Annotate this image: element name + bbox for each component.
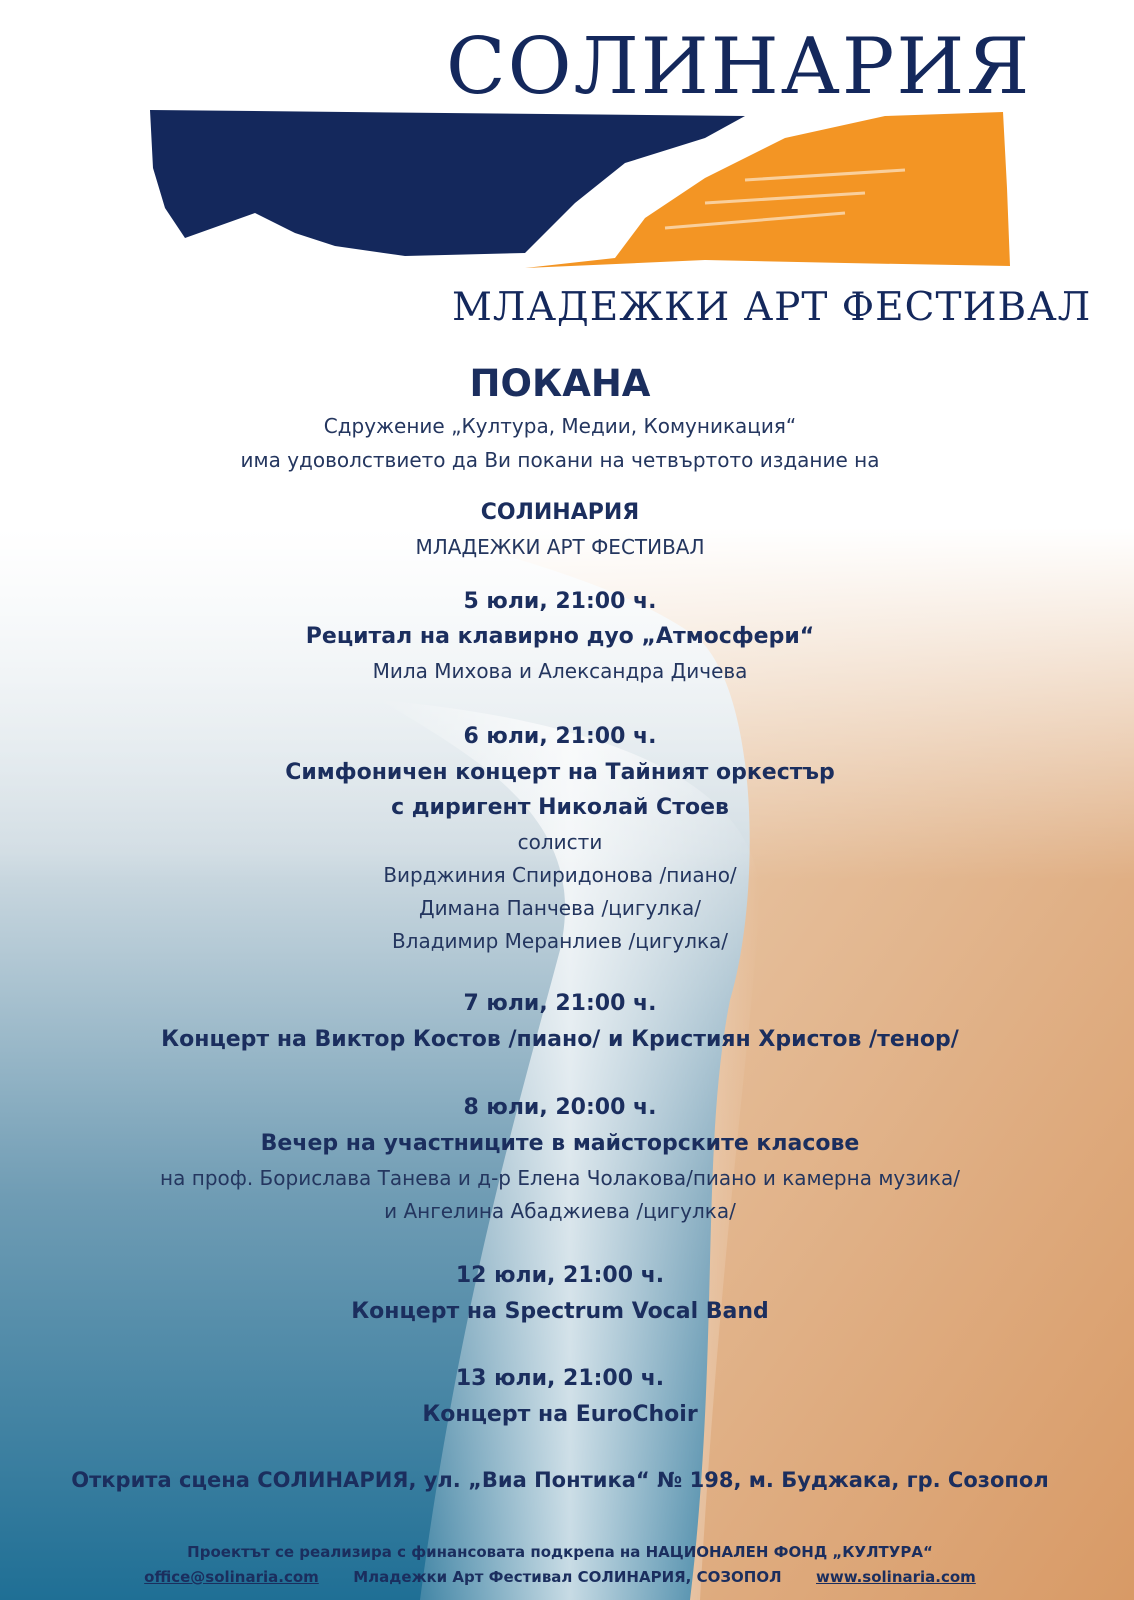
event-date: 6 юли, 21:00 ч. (463, 724, 657, 749)
email-link[interactable]: office@solinaria.com (144, 1568, 319, 1586)
event-title: Концерт на EuroChoir (422, 1402, 698, 1427)
event-detail: Мила Михова и Александра Дичева (372, 659, 748, 683)
invitation-heading: ПОКАНА (469, 362, 651, 405)
funding-note: Проектът се реализира с финансовата подкрепа на НАЦИОНАЛЕН ФОНД „КУЛТУРА“ (187, 1543, 933, 1561)
event-detail: солисти (517, 830, 603, 854)
festival-name: СОЛИНАРИЯ (480, 500, 640, 525)
event-detail: Димана Панчева /цигулка/ (418, 896, 702, 920)
event-detail: Вирджиния Спиридонова /пиано/ (383, 863, 737, 887)
event-detail: Владимир Меранлиев /цигулка/ (391, 929, 729, 953)
event-title-line2: с диригент Николай Стоев (391, 795, 729, 820)
invitation-line: има удоволствието да Ви покани на четвъртото издание на (240, 448, 880, 472)
event-date: 7 юли, 21:00 ч. (463, 991, 657, 1016)
logo-title: СОЛИНАРИЯ (446, 22, 1032, 112)
event-title: Симфоничен концерт на Тайният оркестър (285, 760, 835, 785)
event-title: Концерт на Spectrum Vocal Band (351, 1299, 769, 1324)
footer-org: Младежки Арт Фестивал СОЛИНАРИЯ, СОЗОПОЛ (353, 1568, 782, 1586)
event-title: Концерт на Виктор Костов /пиано/ и Кристиян Христов /тенор/ (161, 1027, 959, 1052)
event-title: Рецитал на клавирно дуо „Атмосфери“ (305, 624, 815, 649)
logo-subtitle: МЛАДЕЖКИ АРТ ФЕСТИВАЛ (452, 285, 1092, 330)
website-link[interactable]: www.solinaria.com (816, 1568, 976, 1586)
event-date: 5 юли, 21:00 ч. (463, 589, 657, 614)
venue-address: Открита сцена СОЛИНАРИЯ, ул. „Виа Понтика“ № 198, м. Буджака, гр. Созопол (71, 1468, 1049, 1492)
event-detail: на проф. Борислава Танева и д-р Елена Чолакова/пиано и камерна музика/ (160, 1166, 960, 1190)
event-title: Вечер на участниците в майсторските класове (260, 1131, 860, 1156)
event-date: 8 юли, 20:00 ч. (463, 1095, 657, 1120)
footer-contacts (40, 1568, 1080, 1586)
event-date: 12 юли, 21:00 ч. (455, 1263, 665, 1288)
organizer-line: Сдружение „Култура, Медии, Комуникация“ (323, 414, 797, 438)
event-detail: и Ангелина Абаджиева /цигулка/ (384, 1199, 736, 1223)
logo-brush-stroke (145, 108, 1045, 278)
festival-subtitle: МЛАДЕЖКИ АРТ ФЕСТИВАЛ (415, 535, 705, 559)
event-date: 13 юли, 21:00 ч. (455, 1366, 665, 1391)
